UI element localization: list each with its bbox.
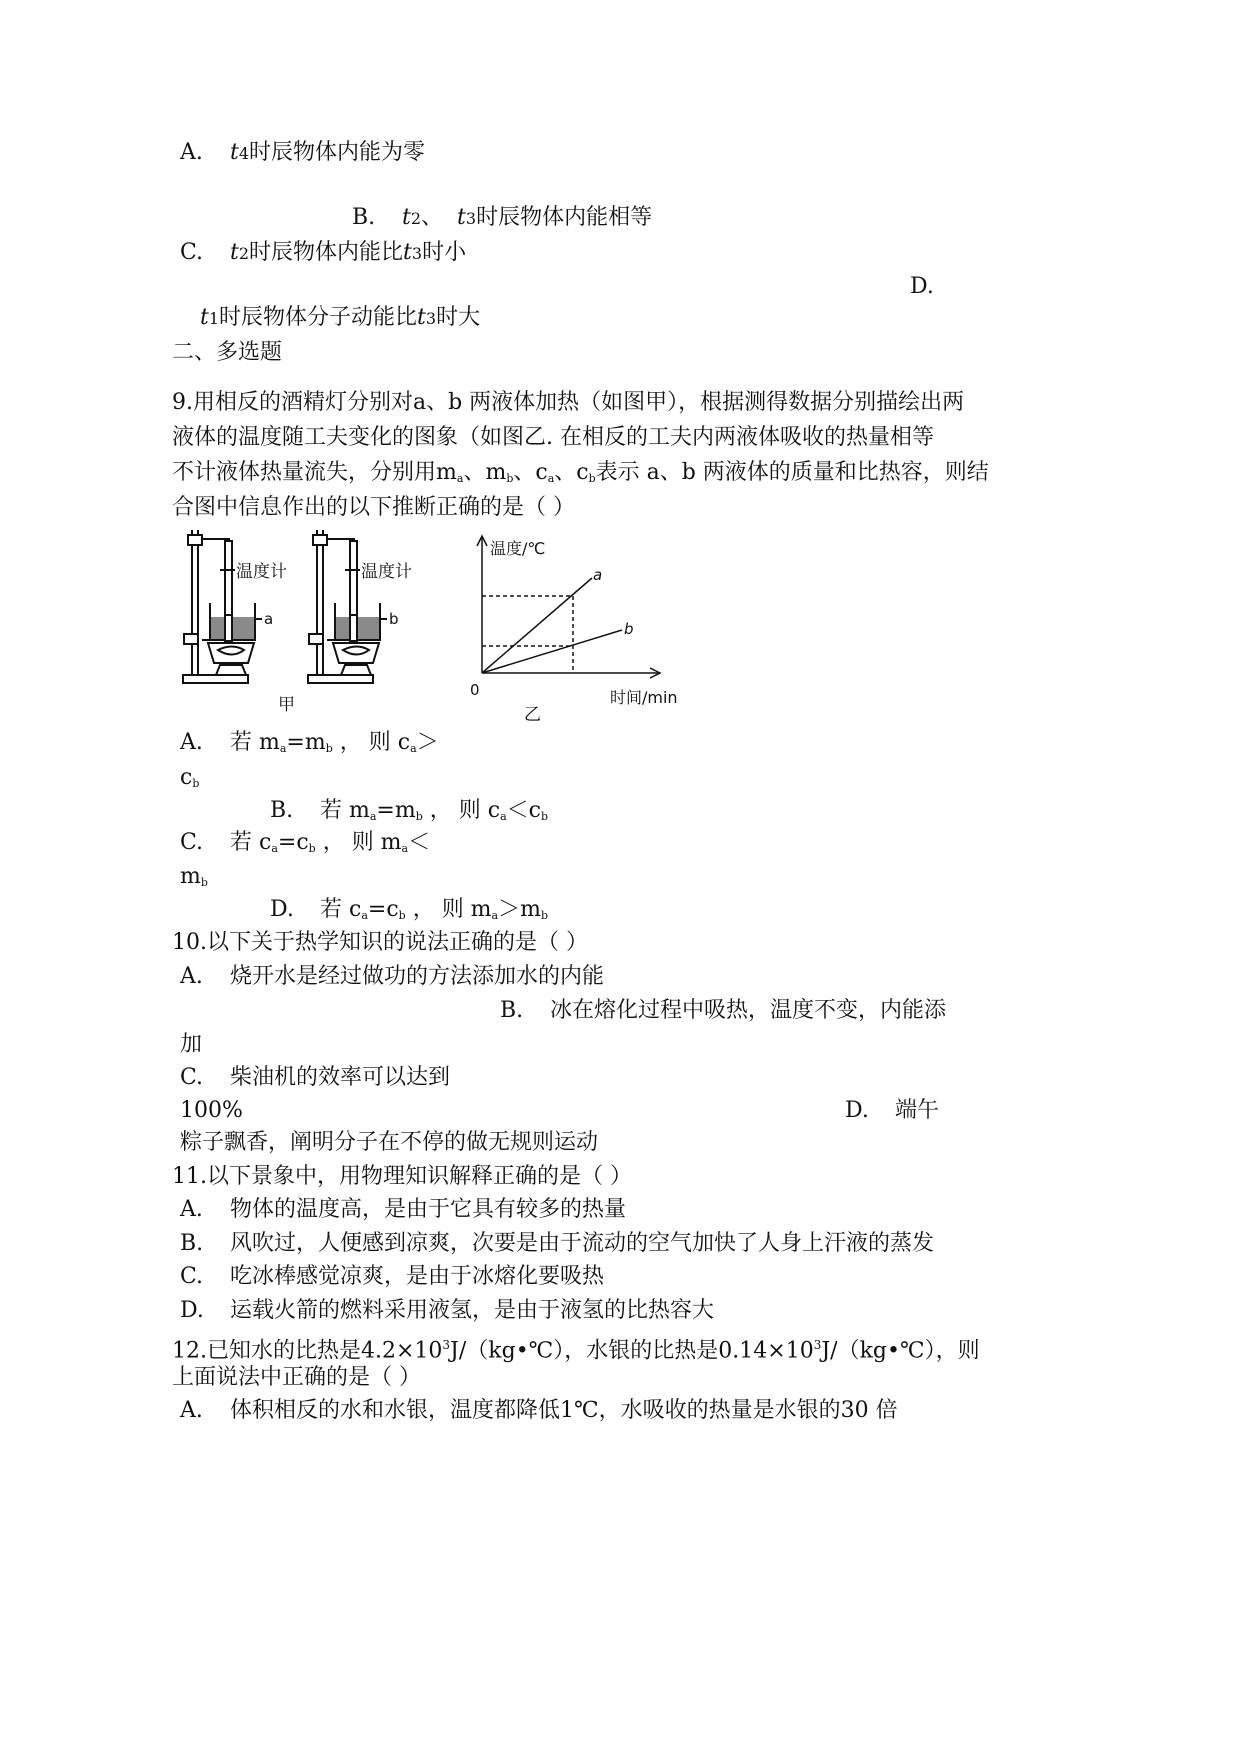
section-title: 二、多选题 (172, 340, 283, 365)
thermometer-label-2: 温度计 (361, 562, 412, 582)
q9-option-b: B. 若 ma=mb ， 则 ca＜cb (270, 798, 549, 823)
q10-option-b-wrap: 加 (180, 1032, 203, 1057)
q10-option-d-wrap: 粽子飘香，阐明分子在不停的做无规则运动 (180, 1130, 599, 1155)
q12-stem-line2: 上面说法中正确的是（ ） (172, 1365, 421, 1390)
origin-label: 0 (470, 681, 480, 699)
figure-label-jia: 甲 (278, 695, 295, 715)
q9-option-a-wrap: cb (180, 765, 200, 790)
q10-option-b: B. 冰在熔化过程中吸热，温度不变，内能添 (500, 998, 947, 1023)
q9-option-c: C. 若 ca=cb ， 则 ma＜ (180, 830, 431, 855)
thermometer-label-1: 温度计 (236, 562, 287, 582)
temperature-time-graph (460, 528, 700, 728)
line-b-label: b (624, 620, 634, 638)
apparatus-figure (180, 525, 440, 720)
q10-option-a: A. 烧开水是经过做功的方法添加水的内能 (180, 964, 605, 989)
q10-option-c: C. 柴油机的效率可以达到 (180, 1065, 451, 1090)
line-a-label: a (593, 566, 603, 584)
q10-option-d: D. 端午 (845, 1098, 940, 1123)
q9-option-d: D. 若 ca=cb ， 则 ma＞mb (270, 897, 549, 922)
x-axis-label: 时间/min (610, 688, 678, 707)
q9-stem-line4: 合图中信息作出的以下推断正确的是（ ） (172, 495, 575, 520)
q9-option-a: A. 若 ma=mb ， 则 ca＞ (180, 730, 439, 755)
q9-stem-line1: 9.用相反的酒精灯分别对a、b 两液体加热（如图甲），根据测得数据分别描绘出两 (172, 390, 965, 415)
q11-option-a: A. 物体的温度高，是由于它具有较多的热量 (180, 1197, 627, 1222)
q8-option-b: B. t2、 t3时辰物体内能相等 (352, 205, 653, 230)
q9-stem-line3: 不计液体热量流失，分别用ma、mb、ca、cb表示 a、b 两液体的质量和比热容，则结 (172, 460, 989, 485)
y-axis-label: 温度/℃ (490, 539, 546, 558)
liquid-label-b: b (389, 610, 399, 628)
q10-option-c-wrap: 100% (180, 1098, 243, 1123)
q11-option-c: C. 吃冰棒感觉凉爽，是由于冰熔化要吸热 (180, 1264, 605, 1289)
q11-stem: 11.以下景象中，用物理知识解释正确的是（ ） (172, 1164, 632, 1189)
q11-option-b: B. 风吹过，人便感到凉爽，次要是由于流动的空气加快了人身上汗液的蒸发 (180, 1231, 935, 1256)
q9-option-c-wrap: mb (180, 864, 208, 889)
q9-stem-line2: 液体的温度随工夫变化的图象（如图乙. 在相反的工夫内两液体吸收的热量相等 (172, 425, 934, 450)
q8-option-c: C. t2时辰物体内能比t3时小 (180, 240, 467, 265)
q8-option-a: A. t4时辰物体内能为零 (180, 140, 426, 165)
q10-stem: 10.以下关于热学知识的说法正确的是（ ） (172, 930, 588, 955)
figure-label-yi: 乙 (524, 705, 541, 725)
q11-option-d: D. 运载火箭的燃料采用液氢，是由于液氢的比热容大 (180, 1298, 715, 1323)
q8-option-d-letter: D. (910, 274, 934, 299)
q12-stem-line1: 12.已知水的比热是$4.2\times 10^3J/(kg•℃)$，水银的比热是$0.14\times 10^3J/(kg•℃)$，则 (172, 1338, 980, 1364)
liquid-label-a: a (264, 610, 274, 628)
q12-option-a: A. 体积相反的水和水银，温度都降低1℃，水吸收的热量是水银的30 倍 (180, 1398, 898, 1423)
q8-option-d: t1时辰物体分子动能比t3时大 (200, 305, 481, 330)
